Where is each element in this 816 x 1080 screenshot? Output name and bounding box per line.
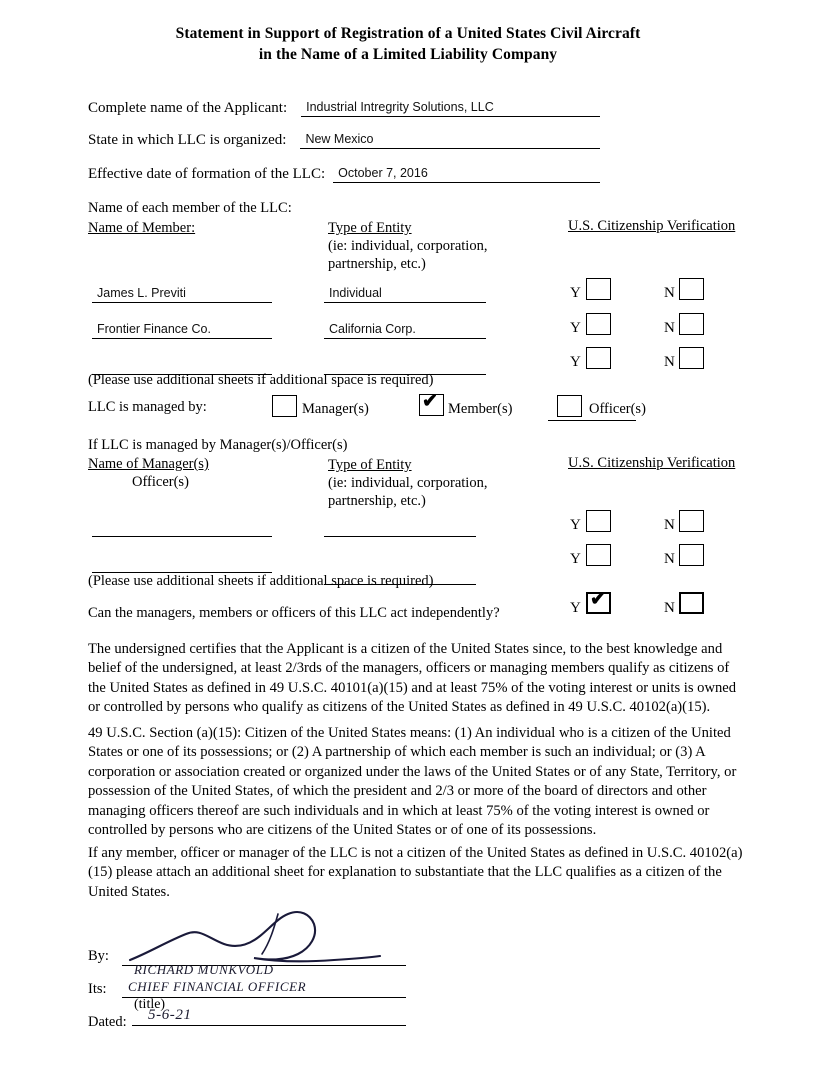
member-citizenship-label: U.S. Citizenship Verification	[568, 218, 736, 234]
its-value: CHIEF FINANCIAL OFFICER	[128, 979, 307, 994]
dated-value: 5-6-21	[148, 1007, 192, 1023]
dated-label: Dated:	[88, 1014, 127, 1030]
manager-type-note-2: partnership, etc.)	[328, 493, 426, 510]
member-name-value-2: Frontier Finance Co.	[97, 322, 211, 336]
applicant-input[interactable]	[301, 96, 600, 117]
manager-citizenship-header	[568, 454, 735, 472]
manager-no-label-2: N	[664, 551, 675, 567]
signature-ink	[128, 908, 408, 970]
managed-by-officer-checkbox[interactable]	[557, 395, 582, 417]
member-entity-value-2: California Corp.	[329, 322, 416, 336]
formation-date-row	[88, 162, 600, 183]
members-intro-label: Name of each member of the LLC:	[88, 200, 292, 216]
member-entity-value-1: Individual	[329, 286, 382, 300]
manager-yes-checkbox-2[interactable]	[586, 544, 611, 566]
manager-no-checkbox-2[interactable]	[679, 544, 704, 566]
certification-paragraph-2: 49 U.S.C. Section (a)(15): Citizen of the United States means: (1) An individual who is a citizen of the United States or one of its possessions; or (2) A partnership of which each member is such an individual; or (3) A corporation or association created or organized under the laws of the United States or of any State, Territory, or possession of the United States, of which the president and 2/3 or more of the board of directors and other managing officers thereof are such individuals and in which at least 75% of the voting interest is owned or controlled by persons who are citizens of the United States or of one of its possessions.	[88, 725, 737, 839]
manager-name-input-2[interactable]	[92, 552, 272, 573]
applicant-label: Complete name of the Applicant:	[88, 100, 288, 116]
manager-type-of-entity-header	[328, 456, 487, 510]
form-page	[0, 24, 816, 1080]
officers-label: Officer(s)	[132, 474, 189, 490]
its-label: Its:	[88, 981, 107, 997]
managers-additional-sheets-note: (Please use additional sheets if additional space is required)	[88, 573, 434, 589]
manager-type-note-1: (ie: individual, corporation,	[328, 475, 488, 492]
member-name-value-1: James L. Previti	[97, 286, 186, 300]
manager-yes-checkbox-1[interactable]	[586, 510, 611, 532]
independent-question-text: Can the managers, members or officers of this LLC act independently?	[88, 605, 500, 621]
page-title	[88, 24, 728, 66]
member-no-label-1: N	[664, 285, 675, 301]
member-type-of-entity-header	[328, 219, 487, 273]
formation-date-value: October 7, 2016	[338, 166, 428, 180]
member-name-input-2[interactable]	[92, 318, 272, 339]
manager-yes-label-1: Y	[570, 517, 581, 533]
formation-date-label: Effective date of formation of the LLC:	[88, 166, 326, 182]
state-value: New Mexico	[305, 132, 374, 146]
member-no-checkbox-1[interactable]	[679, 278, 704, 300]
manager-type-of-entity-label: Type of Entity	[328, 457, 412, 473]
managed-by-officer-label: Officer(s)	[589, 401, 646, 417]
signature-printed-name: RICHARD MUNKVOLD	[134, 962, 274, 977]
managed-by-underline	[548, 420, 636, 421]
managed-by-label: LLC is managed by:	[88, 399, 207, 415]
member-type-note-2: partnership, etc.)	[328, 256, 426, 273]
state-input[interactable]	[300, 128, 600, 149]
manager-entity-input-1[interactable]	[324, 516, 476, 537]
state-label: State in which LLC is organized:	[88, 132, 287, 148]
member-no-checkbox-2[interactable]	[679, 313, 704, 335]
member-citizenship-header	[568, 217, 735, 235]
managed-by-manager-label: Manager(s)	[302, 401, 369, 417]
member-entity-input-2[interactable]	[324, 318, 486, 339]
manager-no-label-1: N	[664, 517, 675, 533]
member-no-checkbox-3[interactable]	[679, 347, 704, 369]
member-type-note-1: (ie: individual, corporation,	[328, 238, 488, 255]
member-type-of-entity-label: Type of Entity	[328, 220, 412, 236]
managed-by-member-label: Member(s)	[448, 401, 513, 417]
name-of-manager-label: Name of Manager(s)	[88, 456, 209, 472]
certification-paragraph-3: If any member, officer or manager of the LLC is not a citizen of the United States as defined in U.S.C. 40102(a)(15) please attach an additional sheet for explanation to substantiate that the LLC qualifies as a citizen of the United States.	[88, 845, 743, 900]
manager-name-input-1[interactable]	[92, 516, 272, 537]
manager-no-checkbox-1[interactable]	[679, 510, 704, 532]
member-no-label-3: N	[664, 354, 675, 370]
managers-intro-label: If LLC is managed by Manager(s)/Officer(s)	[88, 437, 348, 453]
state-row	[88, 128, 600, 149]
member-name-input-1[interactable]	[92, 282, 272, 303]
title-hint-label: (title)	[134, 997, 166, 1012]
member-yes-label-3: Y	[570, 354, 581, 370]
applicant-row	[88, 96, 600, 117]
name-of-member-label: Name of Member:	[88, 220, 196, 236]
independent-no-label: N	[664, 600, 675, 616]
members-additional-sheets-note: (Please use additional sheets if additional space is required)	[88, 372, 434, 388]
member-yes-checkbox-2[interactable]	[586, 313, 611, 335]
independent-yes-checkmark: ✔	[590, 589, 606, 610]
member-yes-checkbox-1[interactable]	[586, 278, 611, 300]
manager-yes-label-2: Y	[570, 551, 581, 567]
member-entity-input-1[interactable]	[324, 282, 486, 303]
managed-by-manager-checkbox[interactable]	[272, 395, 297, 417]
applicant-value: Industrial Intregrity Solutions, LLC	[306, 100, 494, 114]
independent-yes-label: Y	[570, 600, 581, 616]
managed-by-member-checkmark: ✔	[422, 391, 438, 412]
manager-citizenship-label: U.S. Citizenship Verification	[568, 455, 736, 471]
by-label: By:	[88, 948, 109, 964]
independent-no-checkbox[interactable]	[679, 592, 704, 614]
dated-input[interactable]	[132, 1025, 406, 1026]
member-yes-label-2: Y	[570, 320, 581, 336]
member-yes-label-1: Y	[570, 285, 581, 301]
member-yes-checkbox-3[interactable]	[586, 347, 611, 369]
formation-date-input[interactable]	[333, 162, 600, 183]
page-title-line-1: Statement in Support of Registration of a United States Civil Aircraft	[175, 25, 641, 42]
page-title-line-2: in the Name of a Limited Liability Company	[258, 45, 558, 63]
member-no-label-2: N	[664, 320, 675, 336]
certification-paragraph-1: The undersigned certifies that the Applicant is a citizen of the United States since, to the best knowledge and belief of the undersigned, at least 2/3rds of the managers, officers or managing members qualify as citizens of the United States as defined in 49 U.S.C. 40101(a)(15) and at least 75% of the voting interest or units is owned or controlled by persons who qualify as citizens of the United States as defined in 49 U.S.C. 40102(a)(15).	[88, 641, 737, 716]
